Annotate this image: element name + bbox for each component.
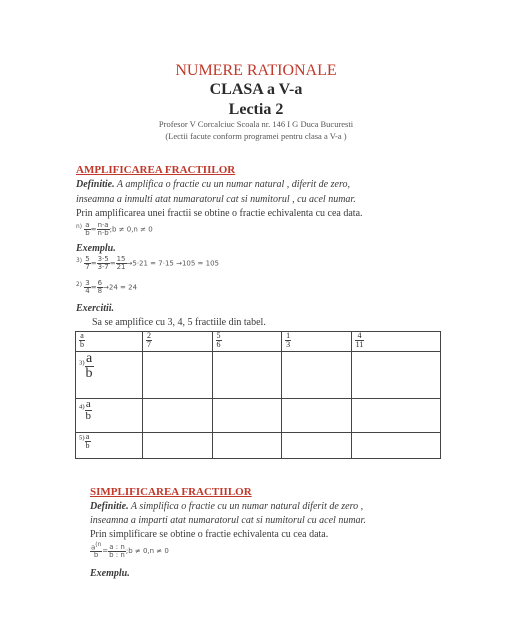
amplification-formula: $^{n)}$ $\frac{a}{b}$ = $\frac{n\cdot a}{n\cdot b}$ ;b ≠ 0,n ≠ 0 bbox=[76, 221, 153, 237]
definition-simplificare bbox=[90, 501, 470, 512]
fraction: $\frac{3}{4}$ bbox=[85, 279, 90, 295]
fraction: $\frac{a : n}{b : n}$ bbox=[109, 542, 125, 559]
example-label: Exemplu. bbox=[76, 243, 116, 254]
definition-text: A amplifica o fractie cu un numar natural , diferit de zero, bbox=[114, 179, 350, 190]
fraction: $\frac{a}{b}$ bbox=[85, 221, 90, 237]
definition-amplificare bbox=[76, 179, 456, 190]
exercise-text: Sa se amplifice cu 3, 4, 5 fractiile din tabel. bbox=[92, 317, 266, 328]
formula-condition: ;b ≠ 0,n ≠ 0 bbox=[109, 225, 153, 234]
table-header-cell: $\frac{5}{6}$ bbox=[212, 332, 282, 352]
class-title: CLASA a V-a bbox=[209, 81, 303, 98]
example-2: $^{2)}$ $\frac{3}{4}$ = $\frac{6}{8}$ →24 = 24 bbox=[76, 279, 138, 295]
table-header-cell: $\frac{2}{7}$ bbox=[143, 332, 213, 352]
row-label-cell: $^{5)}$ $\frac{a}{b}$ bbox=[76, 433, 143, 459]
definition-text-2: inseamna a imparti atat numaratorul cat si numitorul cu acel numar. bbox=[90, 515, 366, 526]
answer-cell[interactable] bbox=[212, 433, 282, 459]
definition-label: Definitie. bbox=[90, 501, 129, 512]
example-1: $^{3)}$ $\frac{5}{7}$ = $\frac{3\cdot 5}{3\cdot 7}$ = $\frac{15}{21}$ →5·21 = 7·15 →105 = 105 bbox=[76, 255, 219, 271]
table-row bbox=[76, 399, 441, 433]
fraction: $\frac{5}{7}$ bbox=[85, 255, 90, 271]
exercise-label: Exercitii. bbox=[76, 303, 115, 314]
answer-cell[interactable] bbox=[351, 352, 440, 399]
table-row bbox=[76, 352, 441, 399]
answer-cell[interactable] bbox=[351, 399, 440, 433]
definition-text: A simplifica o fractie cu un numar natural diferit de zero , bbox=[128, 501, 364, 512]
row-label-cell: $^{3)}$ $\frac{a}{b}$ bbox=[76, 352, 143, 399]
fraction: $\frac{6}{8}$ bbox=[97, 279, 103, 295]
lesson-title: Lectia 2 bbox=[228, 101, 284, 118]
example-label: Exemplu. bbox=[90, 568, 130, 579]
answer-cell[interactable] bbox=[282, 433, 352, 459]
page-title: NUMERE RATIONALE bbox=[175, 62, 337, 79]
fraction: $\frac{a^{(n}}{b}$ bbox=[91, 542, 102, 560]
answer-cell[interactable] bbox=[143, 399, 213, 433]
table-header-cell: $\frac{4}{11}$ bbox=[351, 332, 440, 352]
section-heading-simplificare: SIMPLIFICAREA FRACTIILOR bbox=[90, 486, 252, 498]
exercise-table bbox=[75, 331, 441, 459]
curriculum-note: (Lectii facute conform programei pentru clasa a V-a ) bbox=[165, 131, 347, 141]
table-header-cell: $\frac{1}{3}$ bbox=[282, 332, 352, 352]
answer-cell[interactable] bbox=[212, 399, 282, 433]
row-label-cell: $^{4)}$ $\frac{a}{b}$ bbox=[76, 399, 143, 433]
section-heading-amplificare: AMPLIFICAREA FRACTIILOR bbox=[76, 164, 236, 176]
formula-superscript: n) bbox=[76, 224, 82, 231]
answer-cell[interactable] bbox=[282, 352, 352, 399]
fraction: $\frac{n\cdot a}{n\cdot b}$ bbox=[97, 221, 109, 237]
equivalence-line: Prin simplificare se obtine o fractie echivalenta cu cea data. bbox=[90, 529, 329, 540]
answer-cell[interactable] bbox=[143, 433, 213, 459]
fraction: $\frac{3\cdot 5}{3\cdot 7}$ bbox=[97, 255, 109, 271]
answer-cell[interactable] bbox=[143, 352, 213, 399]
answer-cell[interactable] bbox=[212, 352, 282, 399]
author-line: Profesor V Corcalciuc Scoala nr. 146 I G Duca Bucuresti bbox=[158, 119, 354, 129]
equivalence-line: Prin amplificarea unei fractii se obtine o fractie echivalenta cu cea data. bbox=[76, 208, 363, 219]
definition-text-2: inseamna a inmulti atat numaratorul cat si numitorul , cu acel numar. bbox=[76, 194, 356, 205]
table-header-row bbox=[76, 332, 441, 352]
definition-label: Definitie. bbox=[76, 179, 115, 190]
answer-cell[interactable] bbox=[351, 433, 440, 459]
answer-cell[interactable] bbox=[282, 399, 352, 433]
formula-condition: ;b ≠ 0,n ≠ 0 bbox=[125, 547, 169, 556]
simplification-formula: $\frac{a^{(n}}{b}$ = $\frac{a : n}{b : n}$ ;b ≠ 0,n ≠ 0 bbox=[91, 542, 169, 560]
table-header-cell: $\frac{a}{b}$ bbox=[76, 332, 143, 352]
fraction: $\frac{15}{21}$ bbox=[116, 255, 126, 271]
table-row bbox=[76, 433, 441, 459]
